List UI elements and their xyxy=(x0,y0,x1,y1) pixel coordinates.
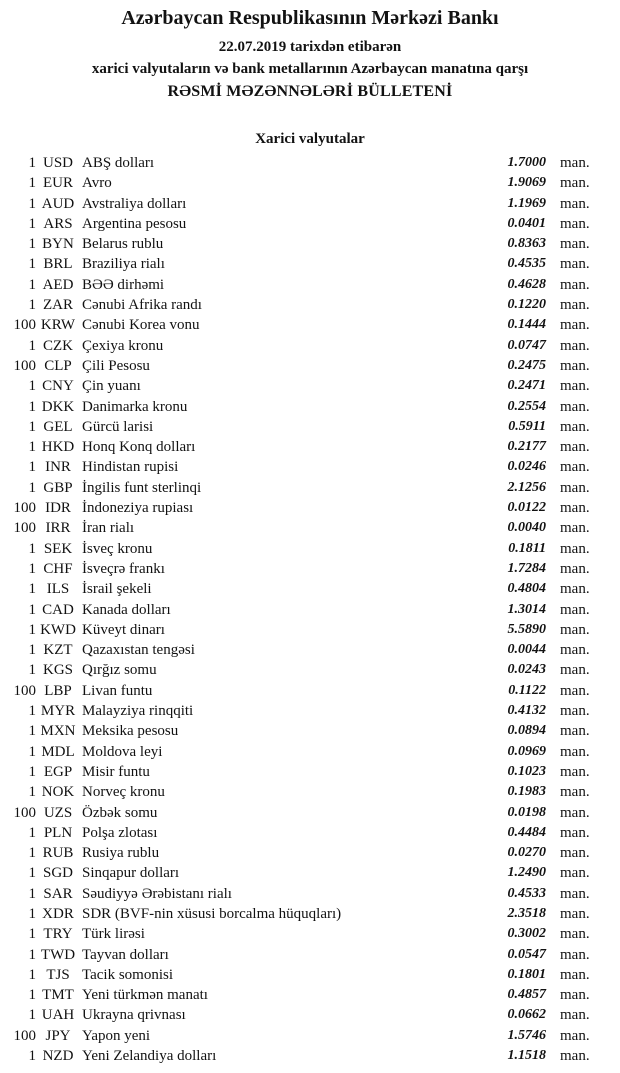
currency-name-cell: Moldova leyi xyxy=(82,743,163,760)
rate-cell: 0.0401 xyxy=(507,215,546,231)
quantity-cell: 1 xyxy=(28,195,36,212)
currency-name-cell: Belarus rublu xyxy=(82,236,164,253)
currency-code-cell: TRY xyxy=(43,926,73,943)
rate-cell: 1.3014 xyxy=(507,601,546,617)
currency-code-cell: CAD xyxy=(42,601,74,618)
bulletin-header xyxy=(0,0,620,101)
table-row xyxy=(8,965,604,985)
rate-cell: 0.4535 xyxy=(507,256,546,272)
unit-cell: man. xyxy=(560,804,590,821)
currency-name-cell: Cənubi Afrika randı xyxy=(82,297,202,314)
currency-code-cell: CHF xyxy=(43,560,73,577)
table-row xyxy=(8,315,604,335)
currency-code-cell: UAH xyxy=(41,1007,75,1024)
table-row xyxy=(8,397,604,417)
rate-cell: 2.1256 xyxy=(507,479,546,495)
table-row xyxy=(8,701,604,721)
rate-cell: 0.4857 xyxy=(507,987,546,1003)
quantity-cell: 100 xyxy=(13,1027,36,1044)
currency-name-cell: Malayziya rinqqiti xyxy=(82,703,194,720)
quantity-cell: 1 xyxy=(28,662,36,679)
quantity-cell: 1 xyxy=(28,1007,36,1024)
rate-cell: 0.4132 xyxy=(507,703,546,719)
unit-cell: man. xyxy=(560,946,590,963)
rate-cell: 0.2475 xyxy=(507,357,546,373)
currency-code-cell: NZD xyxy=(42,1048,74,1065)
table-row xyxy=(8,579,604,599)
quantity-cell: 1 xyxy=(28,236,36,253)
subject-line: xarici valyutaların və bank metallarının Azərbaycan manatına qarşı xyxy=(91,61,529,77)
table-row xyxy=(8,498,604,518)
unit-cell: man. xyxy=(560,784,590,801)
table-row xyxy=(8,1046,604,1066)
currency-code-cell: ARS xyxy=(43,215,73,232)
quantity-cell: 1 xyxy=(28,946,36,963)
unit-cell: man. xyxy=(560,865,590,882)
currency-name-cell: Yeni Zelandiya dolları xyxy=(82,1048,217,1065)
currency-code-cell: JPY xyxy=(45,1027,71,1044)
unit-cell: man. xyxy=(560,398,590,415)
table-row xyxy=(8,356,604,376)
unit-cell: man. xyxy=(560,926,590,943)
unit-cell: man. xyxy=(560,723,590,740)
currency-code-cell: AUD xyxy=(41,195,75,212)
rate-cell: 0.0662 xyxy=(507,1007,546,1023)
quantity-cell: 1 xyxy=(28,540,36,557)
currency-code-cell: KGS xyxy=(42,662,73,679)
currency-name-cell: Sinqapur dolları xyxy=(82,865,180,882)
quantity-cell: 1 xyxy=(28,601,36,618)
currency-name-cell: İndoneziya rupiası xyxy=(82,500,194,517)
quantity-cell: 1 xyxy=(28,297,36,314)
table-row xyxy=(8,1005,604,1025)
currency-code-cell: EGP xyxy=(43,763,73,780)
unit-cell: man. xyxy=(560,195,590,212)
currency-code-cell: AED xyxy=(42,276,74,293)
unit-cell: man. xyxy=(560,987,590,1004)
table-row xyxy=(8,194,604,214)
rate-cell: 0.1811 xyxy=(508,540,546,556)
unit-cell: man. xyxy=(560,621,590,638)
currency-name-cell: İsrail şekeli xyxy=(82,581,152,598)
currency-name-cell: Meksika pesosu xyxy=(82,723,179,740)
rate-cell: 0.0747 xyxy=(507,337,546,353)
currency-code-cell: PLN xyxy=(43,824,73,841)
currency-name-cell: Özbək somu xyxy=(82,804,158,821)
currency-code-cell: DKK xyxy=(41,398,75,415)
currency-code-cell: INR xyxy=(45,459,71,476)
table-row xyxy=(8,945,604,965)
quantity-cell: 1 xyxy=(28,642,36,659)
unit-cell: man. xyxy=(560,763,590,780)
unit-cell: man. xyxy=(560,1027,590,1044)
effective-date-line: 22.07.2019 tarixdən etibarən xyxy=(218,39,402,55)
currency-code-cell: HKD xyxy=(41,439,75,456)
currency-name-cell: Tacik somonisi xyxy=(82,966,174,983)
currency-code-cell: CZK xyxy=(43,337,73,354)
currency-name-cell: Ukrayna qrivnası xyxy=(82,1007,186,1024)
currency-code-cell: CLP xyxy=(44,357,72,374)
quantity-cell: 1 xyxy=(28,763,36,780)
currency-code-cell: KRW xyxy=(40,317,76,334)
quantity-cell: 100 xyxy=(13,682,36,699)
currency-code-cell: SGD xyxy=(42,865,73,882)
quantity-cell: 1 xyxy=(28,439,36,456)
currency-name-cell: Polşa zlotası xyxy=(82,824,158,841)
rate-cell: 0.0547 xyxy=(507,946,546,962)
quantity-cell: 100 xyxy=(13,317,36,334)
rate-cell: 0.2554 xyxy=(507,398,546,414)
currency-code-cell: IDR xyxy=(45,500,71,517)
rate-cell: 1.2490 xyxy=(507,865,546,881)
quantity-cell: 1 xyxy=(28,175,36,192)
quantity-cell: 1 xyxy=(28,459,36,476)
quantity-cell: 1 xyxy=(28,337,36,354)
currency-name-cell: Çili Pesosu xyxy=(82,357,150,374)
currency-code-cell: GBP xyxy=(43,479,73,496)
rate-cell: 1.5746 xyxy=(507,1027,546,1043)
currency-name-cell: İngilis funt sterlinqi xyxy=(82,479,202,496)
unit-cell: man. xyxy=(560,500,590,517)
quantity-cell: 1 xyxy=(28,479,36,496)
rate-cell: 0.1023 xyxy=(507,763,546,779)
rate-cell: 0.0894 xyxy=(507,723,546,739)
currency-code-cell: SAR xyxy=(43,885,73,902)
currency-code-cell: KWD xyxy=(40,621,76,638)
unit-cell: man. xyxy=(560,642,590,659)
table-row xyxy=(8,234,604,254)
quantity-cell: 1 xyxy=(28,824,36,841)
currency-name-cell: İsveç kronu xyxy=(82,540,153,557)
currency-name-cell: Honq Konq dolları xyxy=(82,439,196,456)
currency-name-cell: Livan funtu xyxy=(82,682,153,699)
table-row xyxy=(8,782,604,802)
currency-code-cell: NOK xyxy=(41,784,75,801)
rate-cell: 2.3518 xyxy=(507,905,546,921)
quantity-cell: 100 xyxy=(13,520,36,537)
unit-cell: man. xyxy=(560,418,590,435)
currency-name-cell: Misir funtu xyxy=(82,763,150,780)
table-row xyxy=(8,863,604,883)
currency-name-cell: Kanada dolları xyxy=(82,601,171,618)
table-row xyxy=(8,559,604,579)
currency-name-cell: Norveç kronu xyxy=(82,784,165,801)
currency-code-cell: TWD xyxy=(40,946,76,963)
currency-name-cell: Avstraliya dolları xyxy=(82,195,187,212)
quantity-cell: 1 xyxy=(28,581,36,598)
rate-cell: 0.4484 xyxy=(507,824,546,840)
currency-name-cell: Yeni türkmən manatı xyxy=(82,987,208,1004)
currency-code-cell: UZS xyxy=(43,804,73,821)
table-row xyxy=(8,539,604,559)
table-row xyxy=(8,417,604,437)
unit-cell: man. xyxy=(560,378,590,395)
currency-name-cell: İran rialı xyxy=(82,520,135,537)
rate-cell: 0.3002 xyxy=(507,926,546,942)
currency-name-cell: Türk lirəsi xyxy=(82,926,145,943)
unit-cell: man. xyxy=(560,459,590,476)
currency-name-cell: Yapon yeni xyxy=(82,1027,151,1044)
unit-cell: man. xyxy=(560,297,590,314)
currency-code-cell: EUR xyxy=(43,175,73,192)
unit-cell: man. xyxy=(560,479,590,496)
table-row xyxy=(8,457,604,477)
table-row xyxy=(8,924,604,944)
table-row xyxy=(8,884,604,904)
rate-cell: 0.2471 xyxy=(507,378,546,394)
section-title-foreign-currencies: Xarici valyutalar xyxy=(255,131,365,147)
unit-cell: man. xyxy=(560,256,590,273)
unit-cell: man. xyxy=(560,357,590,374)
unit-cell: man. xyxy=(560,540,590,557)
rate-cell: 0.0246 xyxy=(507,459,546,475)
unit-cell: man. xyxy=(560,743,590,760)
unit-cell: man. xyxy=(560,703,590,720)
rate-cell: 0.2177 xyxy=(507,439,546,455)
table-row xyxy=(8,153,604,173)
table-row xyxy=(8,904,604,924)
rate-cell: 0.5911 xyxy=(508,418,546,434)
rate-cell: 0.1122 xyxy=(508,682,546,698)
unit-cell: man. xyxy=(560,520,590,537)
currency-code-cell: IRR xyxy=(45,520,71,537)
table-row xyxy=(8,985,604,1005)
rate-cell: 1.9069 xyxy=(507,175,546,191)
table-row xyxy=(8,275,604,295)
table-row xyxy=(8,478,604,498)
unit-cell: man. xyxy=(560,236,590,253)
currency-name-cell: Çin yuanı xyxy=(82,378,141,395)
unit-cell: man. xyxy=(560,966,590,983)
rates-table xyxy=(0,153,620,1066)
quantity-cell: 1 xyxy=(28,215,36,232)
rate-cell: 0.0040 xyxy=(507,520,546,536)
table-row xyxy=(8,843,604,863)
table-row xyxy=(8,620,604,640)
currency-code-cell: TMT xyxy=(42,987,74,1004)
table-row xyxy=(8,640,604,660)
quantity-cell: 100 xyxy=(13,804,36,821)
quantity-cell: 100 xyxy=(13,500,36,517)
currency-name-cell: Hindistan rupisi xyxy=(82,459,179,476)
table-row xyxy=(8,681,604,701)
quantity-cell: 1 xyxy=(28,865,36,882)
quantity-cell: 1 xyxy=(28,926,36,943)
unit-cell: man. xyxy=(560,175,590,192)
unit-cell: man. xyxy=(560,276,590,293)
currency-code-cell: KZT xyxy=(43,642,73,659)
quantity-cell: 1 xyxy=(28,560,36,577)
rate-cell: 1.1518 xyxy=(507,1048,546,1064)
currency-name-cell: Səudiyyə Ərəbistanı rialı xyxy=(82,885,232,902)
currency-name-cell: Gürcü larisi xyxy=(82,418,154,435)
rate-cell: 0.4533 xyxy=(507,885,546,901)
rate-cell: 0.1801 xyxy=(507,966,546,982)
rate-cell: 0.1220 xyxy=(507,297,546,313)
currency-code-cell: BYN xyxy=(42,236,74,253)
rate-cell: 0.0243 xyxy=(507,662,546,678)
currency-code-cell: LBP xyxy=(44,682,72,699)
quantity-cell: 1 xyxy=(28,987,36,1004)
quantity-cell: 100 xyxy=(13,357,36,374)
rate-cell: 1.7284 xyxy=(507,560,546,576)
rate-cell: 0.1444 xyxy=(507,317,546,333)
table-row xyxy=(8,1026,604,1046)
rate-cell: 0.4628 xyxy=(507,276,546,292)
quantity-cell: 1 xyxy=(28,256,36,273)
currency-name-cell: Küveyt dinarı xyxy=(82,621,165,638)
rate-cell: 1.1969 xyxy=(507,195,546,211)
currency-code-cell: ILS xyxy=(46,581,70,598)
rate-cell: 0.4804 xyxy=(507,581,546,597)
table-row xyxy=(8,295,604,315)
table-row xyxy=(8,823,604,843)
currency-name-cell: Rusiya rublu xyxy=(82,845,160,862)
currency-name-cell: Cənubi Korea vonu xyxy=(82,317,200,334)
quantity-cell: 1 xyxy=(28,784,36,801)
currency-code-cell: MDL xyxy=(41,743,75,760)
unit-cell: man. xyxy=(560,215,590,232)
currency-name-cell: Braziliya rialı xyxy=(82,256,165,273)
rate-cell: 5.5890 xyxy=(507,621,546,637)
currency-name-cell: Qırğız somu xyxy=(82,662,157,679)
unit-cell: man. xyxy=(560,662,590,679)
table-row xyxy=(8,214,604,234)
bank-title: Azərbaycan Respublikasının Mərkəzi Bankı xyxy=(121,7,499,29)
unit-cell: man. xyxy=(560,905,590,922)
currency-code-cell: SEK xyxy=(43,540,73,557)
table-row xyxy=(8,600,604,620)
quantity-cell: 1 xyxy=(28,1048,36,1065)
currency-name-cell: SDR (BVF-nin xüsusi borcalma hüquqları) xyxy=(82,905,342,922)
currency-name-cell: Danimarka kronu xyxy=(82,398,188,415)
currency-code-cell: MXN xyxy=(40,723,76,740)
currency-code-cell: GEL xyxy=(43,418,73,435)
currency-name-cell: Avro xyxy=(82,175,112,192)
table-row xyxy=(8,336,604,356)
rate-cell: 0.0270 xyxy=(507,845,546,861)
unit-cell: man. xyxy=(560,601,590,618)
currency-code-cell: USD xyxy=(42,155,73,171)
rate-cell: 0.0044 xyxy=(507,642,546,658)
currency-code-cell: XDR xyxy=(42,905,74,922)
currency-name-cell: İsveçrə frankı xyxy=(82,560,165,577)
currency-code-cell: ZAR xyxy=(43,297,73,314)
table-row xyxy=(8,254,604,274)
rate-cell: 1.7000 xyxy=(507,155,546,170)
unit-cell: man. xyxy=(560,1007,590,1024)
unit-cell: man. xyxy=(560,682,590,699)
quantity-cell: 1 xyxy=(28,743,36,760)
currency-code-cell: BRL xyxy=(43,256,73,273)
quantity-cell: 1 xyxy=(28,155,36,171)
currency-name-cell: Tayvan dolları xyxy=(82,946,169,963)
quantity-cell: 1 xyxy=(28,418,36,435)
quantity-cell: 1 xyxy=(28,885,36,902)
quantity-cell: 1 xyxy=(28,398,36,415)
quantity-cell: 1 xyxy=(28,905,36,922)
rate-cell: 0.0198 xyxy=(507,804,546,820)
quantity-cell: 1 xyxy=(28,703,36,720)
rate-cell: 0.1983 xyxy=(507,784,546,800)
currency-code-cell: RUB xyxy=(42,845,74,862)
currency-name-cell: ABŞ dolları xyxy=(82,155,155,171)
table-row xyxy=(8,762,604,782)
currency-name-cell: Argentina pesosu xyxy=(82,215,187,232)
unit-cell: man. xyxy=(560,885,590,902)
quantity-cell: 1 xyxy=(28,276,36,293)
currency-name-cell: BƏƏ dirhəmi xyxy=(82,276,165,293)
table-row xyxy=(8,721,604,741)
unit-cell: man. xyxy=(560,824,590,841)
unit-cell: man. xyxy=(560,337,590,354)
unit-cell: man. xyxy=(560,1048,590,1065)
currency-code-cell: TJS xyxy=(46,966,70,983)
table-row xyxy=(8,437,604,457)
unit-cell: man. xyxy=(560,581,590,598)
unit-cell: man. xyxy=(560,439,590,456)
table-row xyxy=(8,376,604,396)
rate-cell: 0.8363 xyxy=(507,236,546,252)
unit-cell: man. xyxy=(560,155,590,171)
rate-cell: 0.0122 xyxy=(507,500,546,516)
currency-name-cell: Çexiya kronu xyxy=(82,337,164,354)
currency-name-cell: Qazaxıstan tengəsi xyxy=(82,642,195,659)
table-row xyxy=(8,742,604,762)
quantity-cell: 1 xyxy=(28,966,36,983)
rate-cell: 0.0969 xyxy=(507,743,546,759)
unit-cell: man. xyxy=(560,317,590,334)
table-row xyxy=(8,173,604,193)
quantity-cell: 1 xyxy=(28,845,36,862)
quantity-cell: 1 xyxy=(28,723,36,740)
bulletin-title: RƏSMİ MƏZƏNNƏLƏRİ BÜLLETENİ xyxy=(167,83,453,100)
unit-cell: man. xyxy=(560,845,590,862)
currency-code-cell: CNY xyxy=(42,378,74,395)
quantity-cell: 1 xyxy=(28,378,36,395)
table-row xyxy=(8,660,604,680)
table-row xyxy=(8,518,604,538)
unit-cell: man. xyxy=(560,560,590,577)
currency-code-cell: MYR xyxy=(40,703,76,720)
table-row xyxy=(8,803,604,823)
quantity-cell: 1 xyxy=(28,621,36,638)
